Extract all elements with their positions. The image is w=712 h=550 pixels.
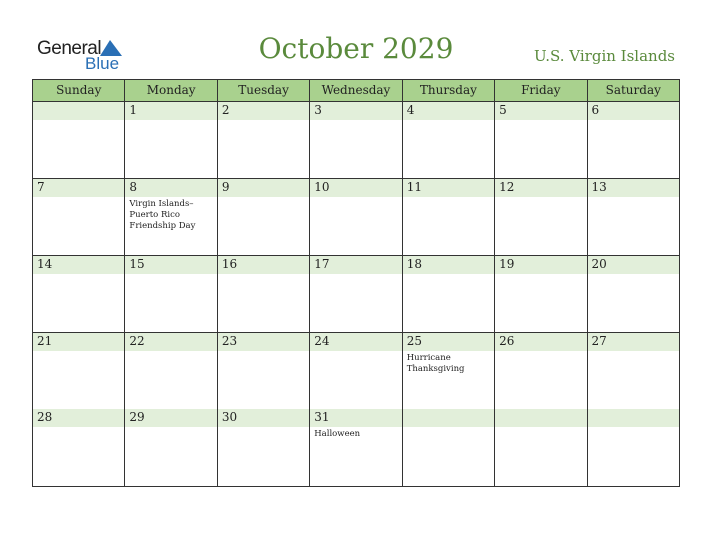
day-number: 13 [591, 180, 607, 194]
weekday-header: Thursday [403, 80, 495, 101]
day-number: 6 [591, 103, 600, 117]
day-number: 5 [499, 103, 507, 117]
week-row [33, 409, 679, 486]
day-number-band [218, 179, 309, 197]
day-cell[interactable] [588, 409, 679, 486]
day-cell[interactable] [588, 102, 679, 178]
week-row [33, 102, 679, 179]
holiday-label: Halloween [314, 429, 361, 439]
day-number: 16 [221, 257, 238, 271]
day-cell[interactable] [310, 256, 402, 332]
weekday-header: Friday [495, 80, 587, 101]
day-number: 23 [221, 334, 238, 348]
day-number: 3 [314, 103, 322, 117]
day-cell[interactable] [495, 102, 587, 178]
day-cell[interactable] [403, 409, 495, 486]
day-cell[interactable] [125, 333, 217, 409]
day-number: 9 [221, 180, 230, 194]
day-cell[interactable] [495, 333, 587, 409]
day-number: 20 [591, 257, 607, 271]
day-cell[interactable] [125, 179, 217, 255]
day-number: 11 [406, 180, 422, 194]
week-row [33, 256, 679, 333]
weekday-header: Monday [125, 80, 217, 101]
day-number-band [125, 179, 216, 197]
day-number: 29 [129, 410, 145, 424]
day-number: 10 [314, 180, 330, 194]
day-cell[interactable] [310, 102, 402, 178]
week-row [33, 333, 679, 410]
day-number: 31 [314, 410, 330, 424]
day-cell[interactable] [588, 256, 679, 332]
week-row [33, 179, 679, 256]
day-number-band [218, 102, 309, 120]
holiday-label: Virgin Islands–Puerto Rico Friendship Day [129, 199, 196, 231]
day-number: 12 [499, 180, 515, 194]
day-cell[interactable] [218, 409, 310, 486]
day-number: 14 [37, 257, 53, 271]
day-cell[interactable] [33, 102, 125, 178]
calendar-grid [32, 79, 680, 487]
day-cell[interactable] [588, 333, 679, 409]
day-number: 4 [406, 103, 415, 117]
weekday-header-row [33, 80, 679, 102]
day-cell[interactable] [33, 179, 125, 255]
day-number-band [125, 102, 216, 120]
logo-word-general: General [37, 38, 102, 59]
weekday-header: Saturday [605, 83, 661, 97]
day-number: 17 [314, 257, 330, 271]
weekday-header: Tuesday [218, 80, 310, 101]
day-number: 25 [406, 334, 422, 348]
page-title: October 2029 [258, 32, 454, 65]
day-number: 18 [406, 257, 422, 271]
day-number-band [588, 102, 679, 120]
day-number: 1 [129, 103, 138, 117]
day-number-band [588, 409, 679, 427]
day-cell[interactable] [588, 179, 679, 255]
day-cell[interactable] [125, 409, 217, 486]
day-cell[interactable] [218, 102, 310, 178]
holiday-label: Hurricane Thanksgiving [406, 353, 465, 374]
day-number: 30 [221, 410, 238, 424]
day-number-band [310, 102, 401, 120]
day-number-band [33, 179, 124, 197]
day-number-band [403, 409, 494, 427]
day-cell[interactable] [403, 256, 495, 332]
day-number: 7 [37, 180, 45, 194]
day-number: 8 [129, 180, 138, 194]
day-number: 26 [499, 334, 515, 348]
day-cell[interactable] [310, 179, 402, 255]
day-number-band [495, 102, 586, 120]
day-number: 24 [314, 334, 330, 348]
day-cell[interactable] [125, 256, 217, 332]
day-cell[interactable] [218, 333, 310, 409]
logo-word-blue: Blue [85, 54, 120, 73]
day-cell[interactable] [495, 409, 587, 486]
day-number: 27 [591, 334, 607, 348]
day-number: 19 [499, 257, 515, 271]
day-cell[interactable] [125, 102, 217, 178]
day-number-band [403, 102, 494, 120]
day-number: 21 [37, 334, 53, 348]
day-cell[interactable] [33, 409, 125, 486]
weekday-header: Wednesday [310, 80, 402, 101]
region-label: U.S. Virgin Islands [534, 47, 675, 65]
day-cell[interactable] [310, 333, 402, 409]
day-cell[interactable] [403, 102, 495, 178]
day-cell[interactable] [218, 256, 310, 332]
day-number: 22 [129, 334, 145, 348]
day-cell[interactable] [310, 409, 402, 486]
day-cell[interactable] [495, 179, 587, 255]
day-cell[interactable] [495, 256, 587, 332]
day-cell[interactable] [33, 333, 125, 409]
day-cell[interactable] [218, 179, 310, 255]
day-cell[interactable] [33, 256, 125, 332]
day-cell[interactable] [403, 333, 495, 409]
day-number-band [495, 409, 586, 427]
day-number: 28 [37, 410, 53, 424]
day-number-band [33, 102, 124, 120]
day-cell[interactable] [403, 179, 495, 255]
day-number: 15 [129, 257, 145, 271]
day-number: 2 [221, 103, 230, 117]
weekday-header: Sunday [33, 80, 125, 101]
